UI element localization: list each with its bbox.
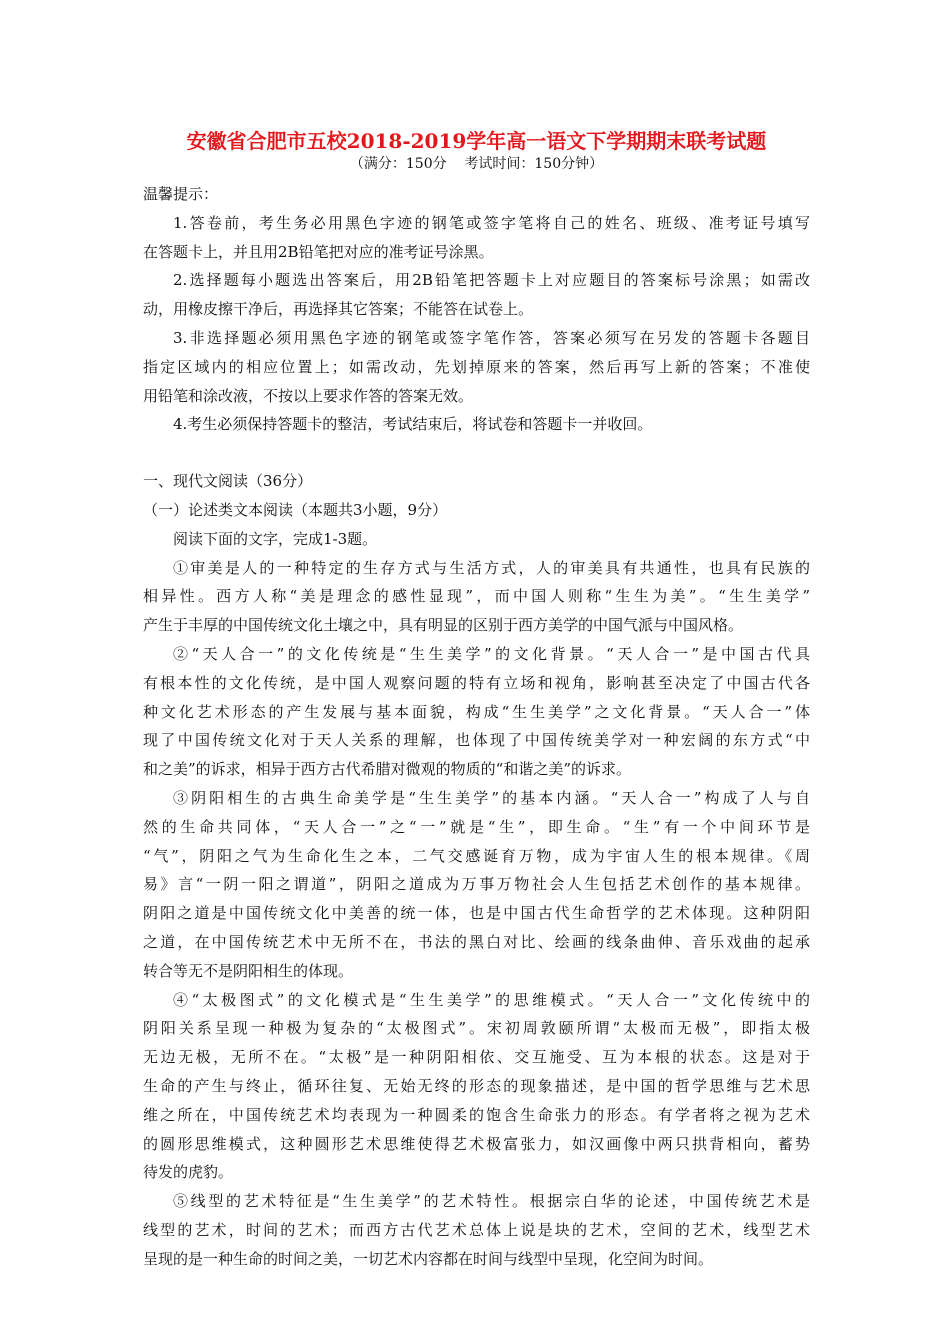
section-heading: 一、现代文阅读（36分） bbox=[143, 472, 313, 491]
paragraph-1 bbox=[143, 554, 810, 640]
spacer bbox=[143, 439, 810, 467]
notice-item-line: 在答题卡上，并且用2B铅笔把对应的准考证号涂黑。 bbox=[143, 242, 494, 261]
paragraph-line: 生命的产生与终止，循环往复、无始无终的形态的现象描述，是中国的哲学思维与艺术思 bbox=[143, 1076, 810, 1095]
notice-item-4 bbox=[143, 410, 810, 439]
paragraph-line: ③阴阳相生的古典生命美学是“生生美学”的基本内涵。“天人合一”构成了人与自 bbox=[173, 788, 810, 807]
paragraph-line: 待发的虎豹。 bbox=[143, 1163, 234, 1182]
paragraph-line: “气”，阴阳之气为生命化生之本，二气交感诞育万物，成为宇宙人生的根本规律。《周 bbox=[143, 846, 810, 865]
notice-item-line: 指定区域内的相应位置上；如需改动，先划掉原来的答案，然后再写上新的答案；不准使 bbox=[143, 357, 810, 376]
paragraph-5 bbox=[143, 1187, 810, 1273]
paragraph-line: 阴阳关系呈现一种极为复杂的“太极图式”。宋初周敦颐所谓“太极而无极”，即指太极 bbox=[143, 1019, 810, 1038]
paragraph-line: 易》言“一阴一阳之谓道”，阴阳之道成为万事万物社会人生包括艺术创作的基本规律。 bbox=[143, 875, 810, 894]
paragraph-line: ④“太极图式”的文化模式是“生生美学”的思维模式。“天人合一”文化传统中的 bbox=[173, 990, 810, 1009]
paragraph-line: ⑤线型的艺术特征是“生生美学”的艺术特性。根据宗白华的论述，中国传统艺术是 bbox=[173, 1192, 810, 1211]
page-title: 安徽省合肥市五校2018-2019学年高一语文下学期期末联考试题 bbox=[186, 129, 767, 153]
notice-item-line: 用铅笔和涂改液，不按以上要求作答的答案无效。 bbox=[143, 386, 474, 405]
notice-item-line: 2.选择题每小题选出答案后，用2B铅笔把答题卡上对应题目的答案标号涂黑；如需改 bbox=[173, 271, 810, 290]
paragraph-line: 呈现的是一种生命的时间之美，一切艺术内容都在时间与线型中呈现，化空间为时间。 bbox=[143, 1249, 714, 1268]
paragraph-line: 阴阳之道是中国传统文化中美善的统一体，也是中国古代生命哲学的艺术体现。这种阴阳 bbox=[143, 904, 810, 923]
section-instruction: 阅读下面的文字，完成1-3题。 bbox=[173, 529, 378, 548]
notice-list bbox=[143, 209, 810, 439]
notice-heading: 温馨提示： bbox=[143, 185, 219, 203]
notice-item-line: 动，用橡皮擦干净后，再选择其它答案；不能答在试卷上。 bbox=[143, 300, 534, 319]
paragraph-line: 然的生命共同体，“天人合一”之“一”就是“生”，即生命。“生”有一个中间环节是 bbox=[143, 817, 810, 836]
paragraph-line: 转合等无不是阴阳相生的体现。 bbox=[143, 961, 354, 980]
paragraph-2 bbox=[143, 640, 810, 784]
notice-item-1 bbox=[143, 209, 810, 267]
paragraph-line: ①审美是人的一种特定的生存方式与生活方式，人的审美具有共通性，也具有民族的 bbox=[173, 558, 810, 577]
paragraph-line: 和之美”的诉求，相异于西方古代希腊对微观的物质的“和谐之美”的诉求。 bbox=[143, 760, 632, 779]
paragraph-line: 产生于丰厚的中国传统文化土壤之中，具有明显的区别于西方美学的中国气派与中国风格。 bbox=[143, 616, 744, 635]
paragraph-line: 无边无极，无所不在。“太极”是一种阴阳相依、交互施受、互为本根的状态。这是对于 bbox=[143, 1048, 810, 1067]
paragraph-line: 维之所在，中国传统艺术均表现为一种圆柔的饱含生命张力的形态。有学者将之视为艺术 bbox=[143, 1105, 810, 1124]
paragraph-line: 现了中国传统文化对于天人关系的理解，也体现了中国传统美学对一种宏阔的东方式“中 bbox=[143, 731, 810, 750]
paragraph-line: 相异性。西方人称“美是理念的感性显现”，而中国人则称“生生为美”。“生生美学” bbox=[143, 587, 810, 606]
paragraph-line: 之道，在中国传统艺术中无所不在，书法的黑白对比、绘画的线条曲伸、音乐戏曲的起承 bbox=[143, 932, 810, 951]
page-subtitle: （满分：150分 考试时间：150分钟） bbox=[349, 156, 604, 172]
notice-item-2 bbox=[143, 266, 810, 324]
paragraph-4 bbox=[143, 986, 810, 1188]
section-subheading: （一）论述类文本阅读（本题共3小题，9分） bbox=[143, 500, 448, 519]
notice-item-line: 3.非选择题必须用黑色字迹的钢笔或签字笔作答，答案必须写在另发的答题卡各题目 bbox=[173, 328, 810, 347]
notice-item-3 bbox=[143, 324, 810, 410]
paragraph-line: 有根本性的文化传统，是中国人观察问题的特有立场和视角，影响甚至决定了中国古代各 bbox=[143, 673, 810, 692]
paragraph-3 bbox=[143, 784, 810, 986]
paragraph-line: ②“天人合一”的文化传统是“生生美学”的文化背景。“天人合一”是中国古代具 bbox=[173, 644, 810, 663]
notice-item-line: 1.答卷前，考生务必用黑色字迹的钢笔或签字笔将自己的姓名、班级、准考证号填写 bbox=[173, 213, 810, 232]
paragraph-line: 的圆形思维模式，这种圆形艺术思维使得艺术极富张力，如汉画像中两只拱背相向，蓄势 bbox=[143, 1134, 810, 1153]
paragraph-line: 种文化艺术形态的产生发展与基本面貌，构成“生生美学”之文化背景。“天人合一”体 bbox=[143, 702, 810, 721]
paragraph-line: 线型的艺术，时间的艺术；而西方古代艺术总体上说是块的艺术，空间的艺术，线型艺术 bbox=[143, 1220, 810, 1239]
notice-item-line: 4.考生必须保持答题卡的整洁，考试结束后，将试卷和答题卡一并收回。 bbox=[173, 415, 653, 434]
reading-passage bbox=[143, 554, 810, 1274]
